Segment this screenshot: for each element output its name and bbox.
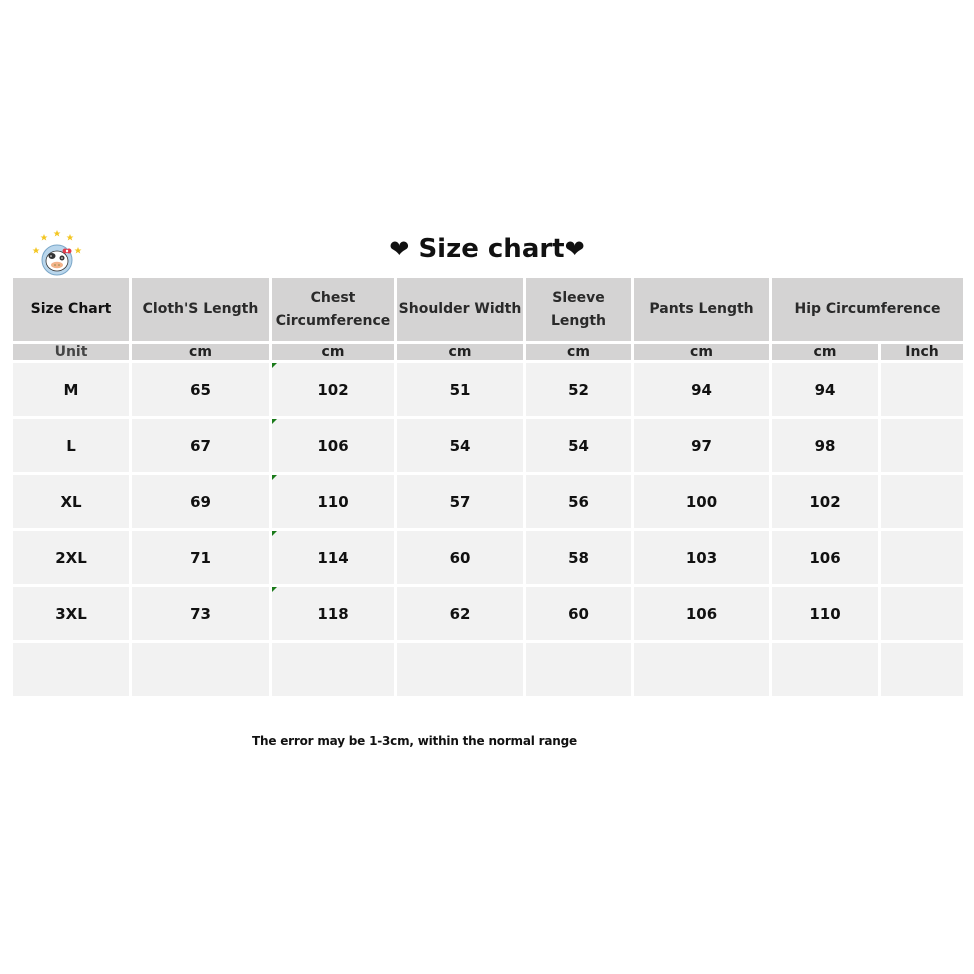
header-sleeve-length: Sleeve Length (526, 278, 631, 341)
measurement-note: The error may be 1-3cm, within the normal range (252, 734, 577, 748)
header-hip-circumference: Hip Circumference (772, 278, 963, 341)
hip-inch-cell (881, 475, 963, 528)
hip-cm-cell: 94 (772, 363, 878, 416)
size-cell: 2XL (13, 531, 129, 584)
chest-value: 110 (317, 492, 349, 511)
cloth-length-cell: 69 (132, 475, 269, 528)
size-chart-table (10, 275, 966, 699)
shoulder-cell: 54 (397, 419, 523, 472)
cell-marker-icon (272, 531, 277, 536)
header-shoulder-width: Shoulder Width (397, 278, 523, 341)
unit-label: Unit (13, 344, 129, 360)
sleeve-cell: 58 (526, 531, 631, 584)
cell-marker-icon (272, 587, 277, 592)
chest-cell (272, 419, 394, 472)
hip-inch-cell (881, 531, 963, 584)
hip-inch-cell (881, 419, 963, 472)
hip-cm-cell: 102 (772, 475, 878, 528)
cell-marker-icon (272, 363, 277, 368)
header-chest-line2: Circumference (275, 312, 391, 329)
unit-row (13, 344, 963, 360)
table-row (13, 475, 963, 528)
title-text: Size chart (418, 234, 565, 264)
size-cell: L (13, 419, 129, 472)
sleeve-cell: 60 (526, 587, 631, 640)
chest-cell (272, 587, 394, 640)
size-cell: XL (13, 475, 129, 528)
chest-value: 102 (317, 380, 349, 399)
header-pants-length: Pants Length (634, 278, 769, 341)
pants-cell: 97 (634, 419, 769, 472)
empty-cell (526, 643, 631, 696)
unit-hip-inch: Inch (881, 344, 963, 360)
sleeve-cell: 52 (526, 363, 631, 416)
empty-cell (772, 643, 878, 696)
shoulder-cell: 60 (397, 531, 523, 584)
size-cell: 3XL (13, 587, 129, 640)
cloth-length-cell: 73 (132, 587, 269, 640)
shoulder-cell: 51 (397, 363, 523, 416)
header-size-chart: Size Chart (13, 278, 129, 341)
unit-cloth: cm (132, 344, 269, 360)
empty-cell (397, 643, 523, 696)
table-row (13, 587, 963, 640)
size-cell: M (13, 363, 129, 416)
empty-cell (634, 643, 769, 696)
cell-marker-icon (272, 419, 277, 424)
table-row (13, 419, 963, 472)
unit-pants: cm (634, 344, 769, 360)
empty-cell (272, 643, 394, 696)
shoulder-cell: 62 (397, 587, 523, 640)
chest-cell (272, 531, 394, 584)
pants-cell: 94 (634, 363, 769, 416)
chest-value: 106 (317, 436, 349, 455)
header-cloth-length: Cloth'S Length (132, 278, 269, 341)
header-chest-line1: Chest (310, 289, 356, 306)
table-row (13, 363, 963, 416)
pants-cell: 100 (634, 475, 769, 528)
hip-cm-cell: 106 (772, 531, 878, 584)
chest-cell (272, 475, 394, 528)
pants-cell: 106 (634, 587, 769, 640)
unit-chest: cm (272, 344, 394, 360)
table-row (13, 531, 963, 584)
sleeve-cell: 56 (526, 475, 631, 528)
chest-cell (272, 363, 394, 416)
hip-inch-cell (881, 363, 963, 416)
sleeve-cell: 54 (526, 419, 631, 472)
shoulder-cell: 57 (397, 475, 523, 528)
table-header-row (13, 278, 963, 341)
page-title (0, 234, 974, 264)
hip-cm-cell: 110 (772, 587, 878, 640)
heart-icon: ❤ (389, 235, 410, 263)
cell-marker-icon (272, 475, 277, 480)
chest-value: 114 (317, 548, 349, 567)
unit-hip-cm: cm (772, 344, 878, 360)
empty-cell (881, 643, 963, 696)
chest-value: 118 (317, 604, 349, 623)
heart-icon: ❤ (564, 235, 585, 263)
cloth-length-cell: 65 (132, 363, 269, 416)
empty-cell (132, 643, 269, 696)
cloth-length-cell: 71 (132, 531, 269, 584)
hip-cm-cell: 98 (772, 419, 878, 472)
hip-inch-cell (881, 587, 963, 640)
empty-cell (13, 643, 129, 696)
header-chest-circumference (272, 278, 394, 341)
pants-cell: 103 (634, 531, 769, 584)
cloth-length-cell: 67 (132, 419, 269, 472)
unit-shoulder: cm (397, 344, 523, 360)
unit-sleeve: cm (526, 344, 631, 360)
empty-table-row (13, 643, 963, 696)
